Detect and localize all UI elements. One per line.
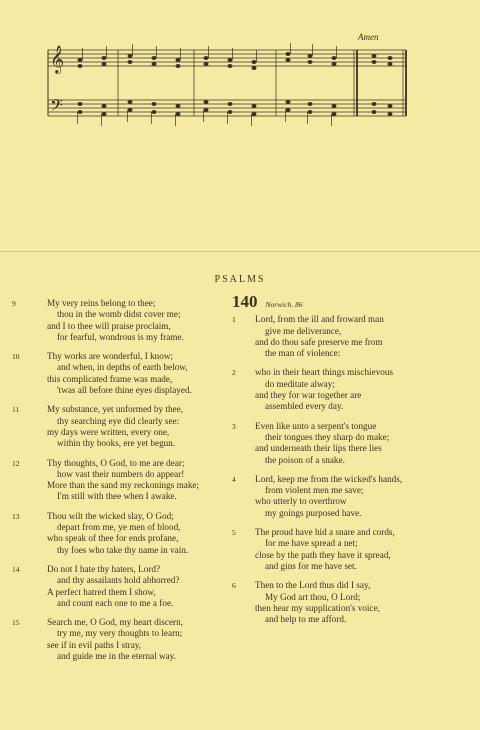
section-heading: PSALMS: [214, 274, 266, 285]
verse-line: Lord, keep me from the wicked's hands,: [255, 473, 403, 484]
verse-line: 'twas all before thine eyes displayed.: [57, 385, 192, 396]
verse-line: this complicated frame was made,: [47, 373, 173, 384]
verse-line: my days were written, every one,: [47, 426, 170, 437]
verse-number: 9: [12, 299, 16, 308]
verse: [12, 617, 222, 662]
verse-line: My very reins belong to thee;: [47, 298, 156, 308]
verse-line: how vast their numbers do appear!: [57, 468, 185, 479]
verse-number: 11: [12, 405, 20, 415]
verse-line: their tongues they sharp do make;: [265, 431, 390, 442]
verse: [12, 511, 222, 556]
verse: [12, 458, 222, 503]
verse-line: Thy works are wonderful, I know;: [47, 351, 174, 362]
verse-number: 1: [232, 315, 236, 325]
verse-number: 12: [12, 458, 20, 468]
verse-number: 3: [232, 421, 236, 431]
verse-line: Even like unto a serpent's tongue: [255, 420, 377, 431]
verse: [12, 298, 222, 343]
verse-number: 2: [232, 368, 236, 378]
verse-line: within thy books, ere yet begun.: [57, 438, 176, 449]
verse: [12, 564, 222, 609]
music-score: [44, 42, 414, 147]
verse-line: the man of violence:: [265, 348, 341, 359]
verse-line: and help to me afford.: [265, 614, 347, 625]
left-column: [12, 298, 222, 670]
verse-line: then hear my supplication's voice,: [255, 602, 380, 613]
verse-line: I'm still with thee when I awake.: [57, 491, 177, 502]
psalm-number: 140: [232, 292, 258, 311]
verse: [232, 314, 472, 359]
verse-number: 10: [12, 352, 20, 362]
psalm-140-verses: [232, 314, 472, 625]
verse-line: and guide me in the eternal way.: [57, 651, 177, 662]
verse-number: 15: [12, 618, 20, 628]
verse-line: thy foes who take thy name in vain.: [57, 544, 189, 555]
verse-line: The proud have hid a snare and cords,: [255, 527, 395, 538]
verse-number: 6: [232, 581, 236, 591]
verse-line: More than the sand my reckonings make;: [47, 480, 200, 491]
verse-line: and count each one to me a foe.: [57, 597, 174, 608]
verse: [232, 580, 472, 625]
verse-number: 13: [12, 511, 20, 521]
verse-number: 4: [232, 474, 236, 484]
verse-line: close by the path they have it spread,: [255, 549, 391, 560]
verse-line: Do not I hate thy haters, Lord?: [47, 563, 161, 574]
verse-line: give me deliverance,: [265, 325, 342, 336]
verse: [232, 421, 472, 466]
verse-line: do meditate alway;: [265, 378, 335, 389]
verse-number: 14: [12, 564, 20, 574]
verse-line: thou in the womb didst cover me;: [57, 309, 181, 320]
section-divider: [0, 251, 480, 252]
verse-line: from violent men me save;: [265, 485, 364, 496]
right-column: [232, 292, 472, 633]
verse-line: Then to the Lord thus did I say,: [255, 580, 371, 591]
verse-line: assembled every day.: [265, 401, 344, 412]
verse-line: and do thou safe preserve me from: [255, 336, 383, 347]
psalm-title: [232, 292, 472, 311]
verse-line: and gins for me have set.: [265, 560, 357, 571]
verse-line: try me, my very thoughts to learn;: [57, 628, 183, 639]
amen-label: Amen: [358, 32, 379, 42]
verse-line: Search me, O God, my heart discern,: [47, 617, 183, 628]
verse-line: A perfect hatred them I show,: [47, 586, 156, 597]
verse-line: for fearful, wondrous is my frame.: [57, 331, 184, 342]
verse-line: and when, in depths of earth below,: [57, 362, 188, 373]
verse-line: who utterly to overthrow: [255, 496, 347, 507]
tune-name: Norwich. 86: [265, 300, 303, 309]
verse: [12, 404, 222, 449]
verse-line: who speak of thee for ends profane,: [47, 533, 179, 544]
verse: [232, 474, 472, 519]
svg-text:𝄢: 𝄢: [50, 97, 63, 119]
verse-line: and they for war together are: [255, 390, 362, 401]
verse: [12, 351, 222, 396]
verse-line: and I to thee will praise proclaim,: [47, 320, 171, 331]
verse-line: my goings purposed have.: [265, 507, 362, 518]
verse-line: thy searching eye did clearly see:: [57, 415, 180, 426]
verse-line: My substance, yet unformed by thee,: [47, 404, 183, 415]
verse-number: 5: [232, 528, 236, 538]
verse-line: Thy thoughts, O God, to me are dear;: [47, 457, 185, 468]
verse-line: and thy assailants hold abhorred?: [57, 575, 180, 586]
verse-line: for me have spread a net;: [265, 538, 358, 549]
verse-line: Thou wilt the wicked slay, O God;: [47, 510, 174, 521]
verse-line: Lord, from the ill and froward man: [255, 314, 384, 325]
verse: [232, 527, 472, 572]
verse-line: who in their heart things mischievous: [255, 367, 394, 378]
svg-text:𝄞: 𝄞: [50, 47, 65, 73]
verse-line: and underneath their lips there lies: [255, 443, 382, 454]
verse-line: the poison of a snake.: [265, 454, 345, 465]
verse-line: see if in evil paths I stray,: [47, 639, 142, 650]
verse-line: depart from me, ye men of blood,: [57, 522, 181, 533]
verse: [232, 367, 472, 412]
verse-line: My God art thou, O Lord;: [265, 591, 361, 602]
